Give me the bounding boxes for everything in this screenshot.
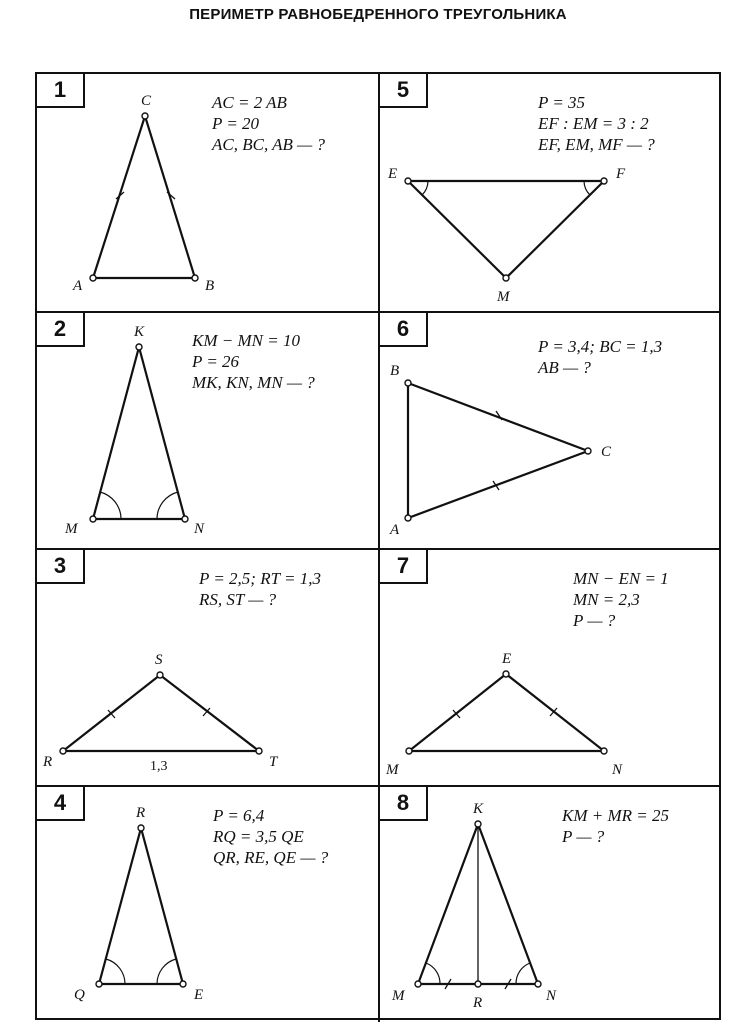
given-line: AC = 2 AB bbox=[212, 93, 287, 112]
problem-number: 5 bbox=[380, 74, 428, 108]
problem-card-4 bbox=[37, 785, 380, 1022]
triangle-figure bbox=[380, 313, 723, 550]
given-line: P = 35 bbox=[538, 93, 586, 112]
given-line: AB — ? bbox=[538, 358, 591, 377]
given-line: QR, RE, QE — ? bbox=[213, 848, 329, 867]
triangle-figure bbox=[37, 74, 380, 311]
vertex-label: R bbox=[473, 995, 483, 1011]
vertex-label: T bbox=[269, 754, 278, 770]
problem-number: 6 bbox=[380, 313, 428, 347]
problem-card-2 bbox=[37, 311, 380, 548]
problem-card-7 bbox=[378, 548, 721, 785]
problem-card-6 bbox=[378, 311, 721, 548]
problem-card-8 bbox=[378, 785, 721, 1022]
vertex-label: M bbox=[392, 988, 405, 1004]
given-line: MN = 2,3 bbox=[573, 590, 640, 609]
given-line: RS, ST — ? bbox=[199, 590, 277, 609]
given-line: P = 26 bbox=[192, 352, 240, 371]
problem-number: 8 bbox=[380, 787, 428, 821]
vertex-label: N bbox=[194, 521, 205, 537]
vertex-label: A bbox=[390, 522, 400, 538]
given-line: EF, EM, MF — ? bbox=[538, 135, 655, 154]
vertex-label: C bbox=[601, 444, 612, 460]
given-line: P — ? bbox=[573, 611, 616, 630]
problem-card-3 bbox=[37, 548, 380, 785]
page-title: ПЕРИМЕТР РАВНОБЕДРЕННОГО ТРЕУГОЛЬНИКА bbox=[189, 6, 567, 23]
vertex-label: R bbox=[43, 754, 53, 770]
triangle-figure bbox=[37, 313, 380, 550]
problem-number: 1 bbox=[37, 74, 85, 108]
vertex-label: E bbox=[194, 987, 204, 1003]
vertex-label: M bbox=[65, 521, 78, 537]
given-line: MN − EN = 1 bbox=[573, 569, 669, 588]
problem-number: 2 bbox=[37, 313, 85, 347]
vertex-label: C bbox=[141, 93, 152, 109]
vertex-label: F bbox=[616, 166, 626, 182]
vertex-label: E bbox=[502, 651, 512, 667]
given-line: EF : EM = 3 : 2 bbox=[538, 114, 649, 133]
base-length-label: 1,3 bbox=[150, 759, 168, 774]
vertex-label: M bbox=[497, 289, 510, 305]
problem-card-5 bbox=[378, 74, 721, 311]
vertex-label: B bbox=[205, 278, 215, 294]
given-line: KM − MN = 10 bbox=[192, 331, 300, 350]
problems-grid bbox=[35, 72, 721, 1020]
given-line: AC, BC, AB — ? bbox=[212, 135, 326, 154]
triangle-figure bbox=[380, 787, 723, 1024]
problem-number: 7 bbox=[380, 550, 428, 584]
triangle-figure bbox=[37, 550, 380, 787]
given-line: P = 20 bbox=[212, 114, 260, 133]
vertex-label: K bbox=[134, 324, 145, 340]
vertex-label: R bbox=[136, 805, 146, 821]
problem-number: 4 bbox=[37, 787, 85, 821]
vertex-label: N bbox=[546, 988, 557, 1004]
triangle-figure bbox=[37, 787, 380, 1024]
vertex-label: N bbox=[612, 762, 623, 778]
triangle-figure bbox=[380, 74, 723, 311]
problem-number: 3 bbox=[37, 550, 85, 584]
vertex-label: S bbox=[155, 652, 163, 668]
given-line: RQ = 3,5 QE bbox=[213, 827, 304, 846]
vertex-label: E bbox=[388, 166, 398, 182]
given-line: P = 2,5; RT = 1,3 bbox=[199, 569, 321, 588]
vertex-label: K bbox=[473, 801, 484, 817]
given-line: KM + MR = 25 bbox=[562, 806, 669, 825]
vertex-label: A bbox=[73, 278, 83, 294]
vertex-label: B bbox=[390, 363, 400, 379]
vertex-label: M bbox=[386, 762, 399, 778]
given-line: P = 3,4; BC = 1,3 bbox=[538, 337, 663, 356]
given-line: P — ? bbox=[562, 827, 605, 846]
problem-card-1 bbox=[37, 74, 380, 311]
given-line: MK, KN, MN — ? bbox=[192, 373, 315, 392]
given-line: P = 6,4 bbox=[213, 806, 265, 825]
triangle-figure bbox=[380, 550, 723, 787]
vertex-label: Q bbox=[74, 987, 85, 1003]
